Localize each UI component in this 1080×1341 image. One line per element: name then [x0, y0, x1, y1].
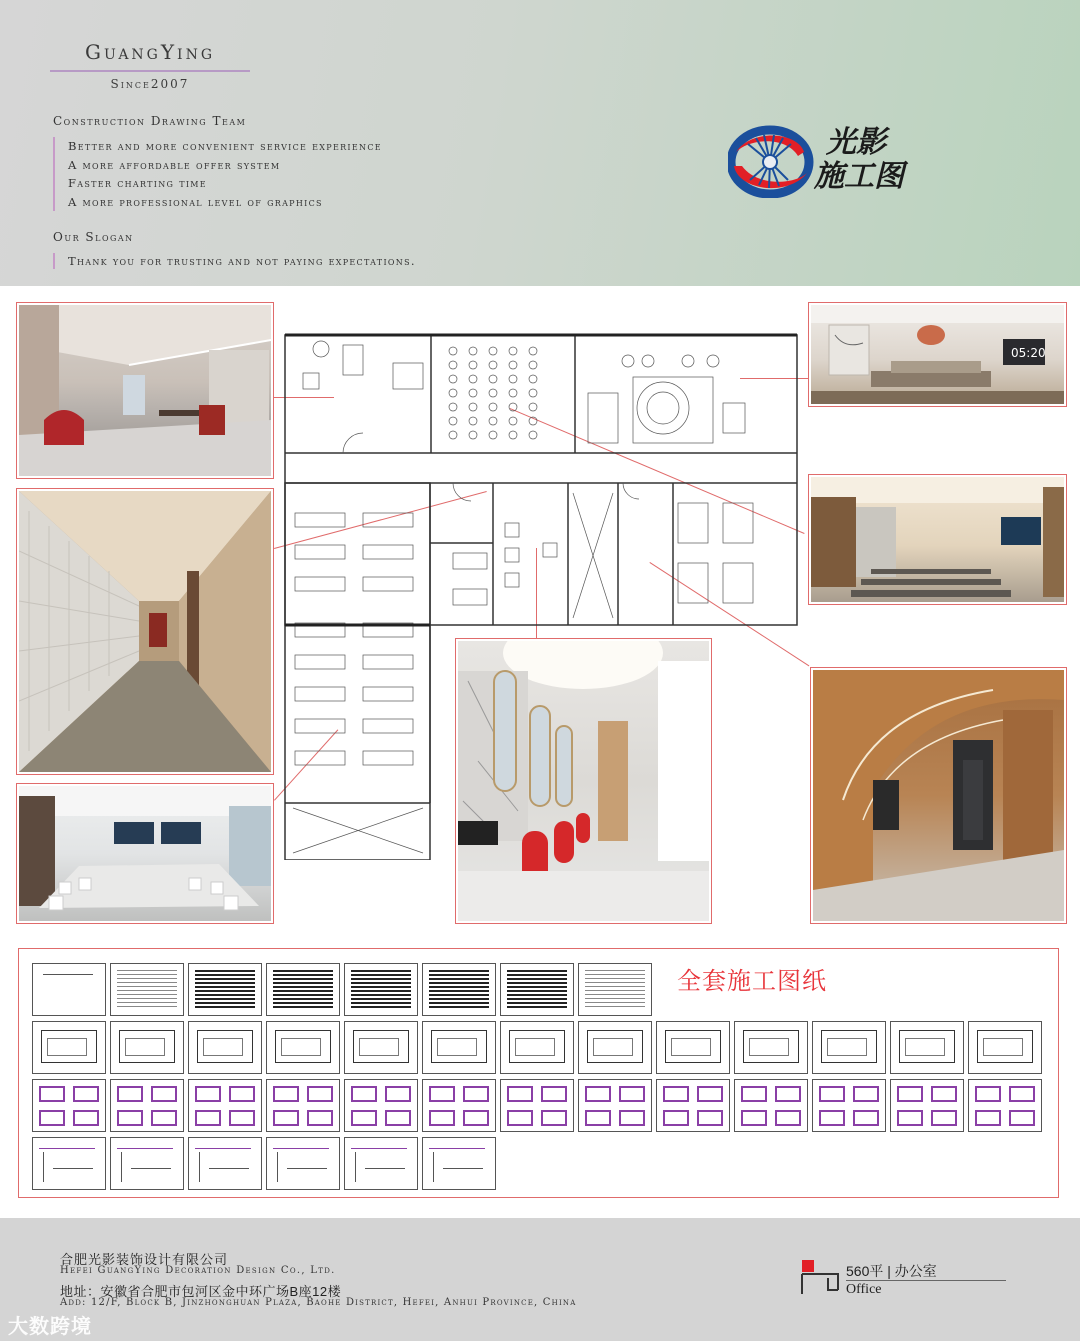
- drawing-sheet-thumbnail: [344, 1021, 418, 1074]
- photo-icon: [19, 786, 271, 921]
- clock-display: 05:20: [1011, 346, 1046, 360]
- render-office-lounge: [16, 302, 274, 479]
- team-title: Construction Drawing Team: [53, 114, 247, 128]
- brand-divider: [50, 70, 250, 72]
- company-logo: [728, 122, 948, 202]
- drawing-set-title: 全套施工图纸: [677, 967, 827, 995]
- feature-item: A more affordable offer system: [68, 157, 281, 172]
- area-divider: [846, 1280, 1006, 1281]
- drawing-sheet-thumbnail: [344, 1079, 418, 1132]
- floor-plan: [283, 333, 799, 860]
- drawing-sheet-thumbnail: [422, 1137, 496, 1190]
- drawing-sheet-thumbnail: [968, 1079, 1042, 1132]
- slogan-title: Our Slogan: [53, 230, 134, 244]
- drawing-sheet-thumbnail: [500, 1079, 574, 1132]
- drawing-sheet-thumbnail: [188, 963, 262, 1016]
- logo-line1: 光影: [826, 125, 886, 160]
- desk-icon: [800, 1256, 840, 1296]
- watermark: 大数跨境: [8, 1316, 92, 1338]
- drawing-sheet-thumbnail: [968, 1021, 1042, 1074]
- drawing-sheet-thumbnail: [500, 1021, 574, 1074]
- brand-since: Since2007: [110, 77, 190, 91]
- drawing-sheet-thumbnail: [656, 1021, 730, 1074]
- address-cn: 地址：安徽省合肥市包河区金中环广场B座12楼: [60, 1284, 342, 1299]
- feature-item: Faster charting time: [68, 176, 207, 190]
- drawing-sheet-thumbnail: [578, 1079, 652, 1132]
- drawing-sheet-thumbnail: [734, 1079, 808, 1132]
- drawing-sheet-thumbnail: [110, 1021, 184, 1074]
- drawing-sheet-thumbnail: [32, 1079, 106, 1132]
- drawing-sheet-thumbnail: [188, 1137, 262, 1190]
- drawing-sheet-thumbnail: [32, 963, 106, 1016]
- company-name-cn: 合肥光影装饰设计有限公司: [60, 1252, 229, 1267]
- render-elevator-lobby: [810, 667, 1067, 924]
- drawing-sheet-thumbnail: [344, 963, 418, 1016]
- drawing-sheet-thumbnail: [32, 1137, 106, 1190]
- address-en: Add: 12/F, Block B, Jinzhonghuan Plaza, Baohe District, Hefei, Anhui Province, China: [60, 1297, 577, 1308]
- brand-name: GuangYing: [84, 40, 216, 64]
- photo-icon: [19, 491, 271, 772]
- photo-icon: [813, 670, 1064, 921]
- drawing-sheet-thumbnail: [734, 1021, 808, 1074]
- drawing-sheet-thumbnail: [578, 963, 652, 1016]
- logo-wordmark: [814, 126, 904, 194]
- drawing-sheet-thumbnail: [110, 963, 184, 1016]
- brand-block: [50, 40, 250, 91]
- photo-icon: [19, 305, 271, 476]
- drawing-sheet-thumbnail: [578, 1021, 652, 1074]
- slogan-text: Thank you for trusting and not paying expectations.: [53, 253, 416, 269]
- render-reception-hall: [808, 302, 1067, 407]
- area-label: [846, 1261, 937, 1281]
- drawing-sheet-thumbnail: [32, 1021, 106, 1074]
- photo-icon: [811, 477, 1064, 602]
- photo-icon: [811, 305, 1064, 404]
- area-type-cn: 办公室: [894, 1263, 937, 1279]
- drawing-sheet-thumbnail: [188, 1079, 262, 1132]
- drawing-sheet-thumbnail: [110, 1137, 184, 1190]
- drawing-set-panel: [18, 948, 1059, 1198]
- feature-item: A more professional level of graphics: [68, 194, 323, 209]
- render-conference-room: [16, 783, 274, 924]
- drawing-sheet-thumbnail: [500, 963, 574, 1016]
- drawing-sheet-thumbnail: [266, 1079, 340, 1132]
- swirl-logo-icon: [728, 122, 814, 198]
- drawing-sheet-thumbnail: [110, 1079, 184, 1132]
- feature-list: [53, 137, 382, 211]
- footer: [0, 1218, 1080, 1341]
- drawing-sheet-thumbnail: [266, 963, 340, 1016]
- header-banner: [0, 0, 1080, 286]
- drawing-sheet-thumbnail: [188, 1021, 262, 1074]
- drawing-sheet-thumbnail: [890, 1079, 964, 1132]
- drawing-sheet-thumbnail: [422, 963, 496, 1016]
- logo-line2: 施工图: [814, 159, 904, 194]
- company-name-en: Hefei GuangYing Decoration Design Co., Ltd.: [60, 1265, 336, 1276]
- area-type-en: Office: [846, 1282, 882, 1297]
- render-training-room: [808, 474, 1067, 605]
- feature-item: Better and more convenient service experience: [68, 139, 382, 153]
- render-corridor: [16, 488, 274, 775]
- drawing-sheet-thumbnail: [266, 1021, 340, 1074]
- drawing-sheet-thumbnail: [266, 1137, 340, 1190]
- drawing-sheet-thumbnail: [812, 1021, 886, 1074]
- drawing-sheet-thumbnail: [812, 1079, 886, 1132]
- drawing-sheet-thumbnail: [422, 1079, 496, 1132]
- area-separator: |: [887, 1263, 891, 1279]
- drawing-sheet-thumbnail: [890, 1021, 964, 1074]
- drawing-sheet-thumbnail: [344, 1137, 418, 1190]
- drawing-sheet-thumbnail: [422, 1021, 496, 1074]
- area-size: 560平: [846, 1263, 884, 1279]
- drawing-sheet-thumbnail: [656, 1079, 730, 1132]
